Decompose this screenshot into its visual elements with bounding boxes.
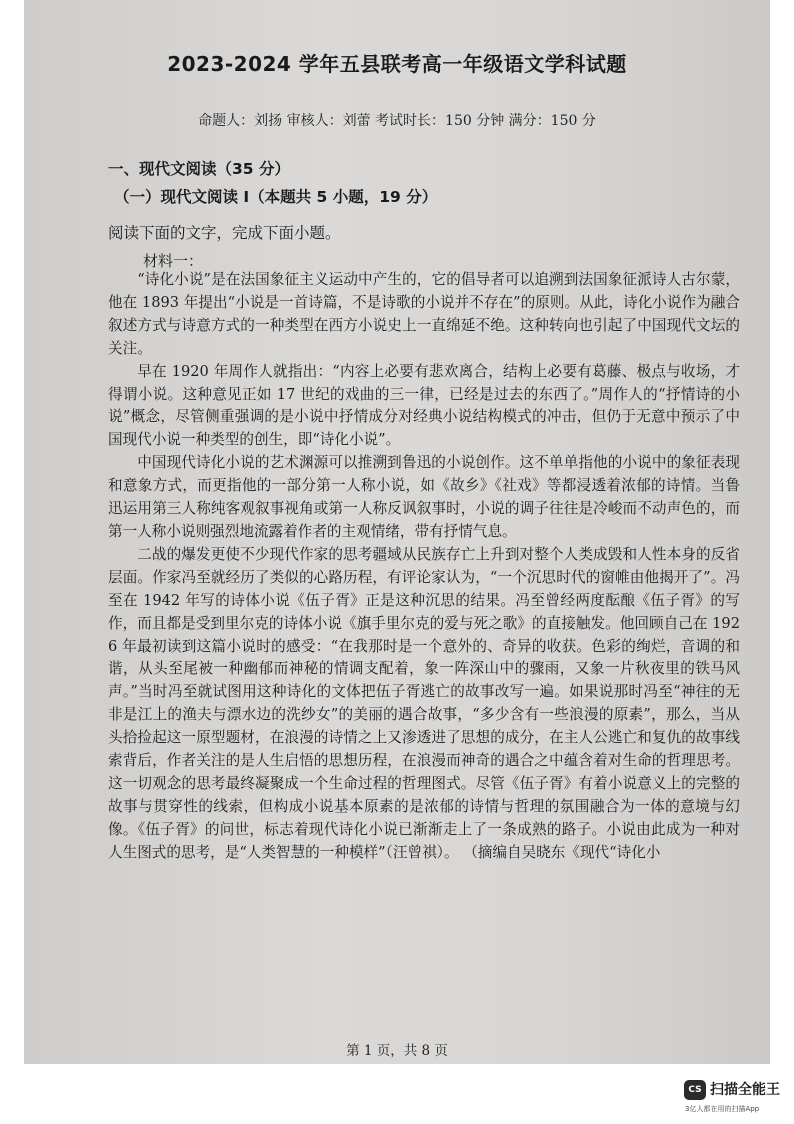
exam-meta-line: 命题人：刘扬 审核人：刘蕾 考试时长：150 分钟 满分：150 分	[198, 113, 596, 129]
passage-paragraph: 二战的爆发更使不少现代作家的思考疆域从民族存亡上升到对整个人类成毁和人性本身的反省层面。作家冯至就经历了类似的心路历程，有评论家认为，“一个沉思时代的窗帷由他揭开了”。冯至在 1942 年写的诗体小说《伍子胥》正是这种沉思的结果。冯至曾经两度酝酿《伍子胥》的写作，而且都是受到里尔克的诗体小说《旗手里尔克的爱与死之歌》的直接触发。他回顾自己在 1926 年最初读到这篇小说时的感受：“在我那时是一个意外的、奇异的收获。色彩的绚烂，音调的和谐，从头至尾被一种幽郁而神秘的情调支配着，象一阵深山中的骤雨，又象一片秋夜里的铁马风声。”当时冯至就试图用这种诗化的文体把伍子胥逃亡的故事改写一遍。如果说那时冯至“神往的无非是江上的渔夫与漂水边的洗纱女”的美丽的遇合故事，“多少含有一些浪漫的原素”，那么，当从头拾捡起这一原型题材，在浪漫的诗情之上又渗透进了思想的成分，在主人公逃亡和复仇的故事线索背后，作者关注的是人生启悟的思想历程，在浪漫而神奇的遇合之中蕴含着对生命的哲理思考。这一切观念的思考最终凝聚成一个生命过程的哲理图式。尽管《伍子胥》有着小说意义上的完整的故事与贯穿性的线索，但构成小说基本原素的是浓郁的诗情与哲理的氛围融合为一体的意境与幻像。《伍子胥》的问世，标志着现代诗化小说已渐渐走上了一条成熟的路子。小说由此成为一种对人生图式的思考，是“人类智慧的一种模样”（汪曾祺）。 （摘编自吴晓东《现代“诗化小	[108, 545, 740, 861]
watermark-app-name: 扫描全能王	[710, 1082, 780, 1098]
passage-paragraph: 中国现代诗化小说的艺术渊源可以推溯到鲁迅的小说创作。这不单单指他的小说中的象征表现和意象方式，而更指他的一部分第一人称小说，如《故乡》《社戏》等都浸透着浓郁的诗情。当鲁迅运用第三人称纯客观叙事视角或第一人称反讽叙事时，小说的调子往往是冷峻而不动声色的，而第一人称小说则强烈地流露着作者的主观情绪，带有抒情气息。	[108, 454, 740, 540]
scanner-watermark	[684, 1078, 788, 1118]
material-label: 材料一：	[143, 252, 204, 270]
watermark-tagline: 3亿人都在用的扫描App	[685, 1105, 760, 1113]
subsection-heading: （一）现代文阅读 I（本题共 5 小题，19 分）	[114, 188, 438, 206]
section-heading: 一、现代文阅读（35 分）	[108, 160, 290, 178]
passage-body	[108, 269, 740, 865]
page-title: 2023-2024 学年五县联考高一年级语文学科试题	[167, 52, 627, 76]
passage-paragraph: 早在 1920 年周作人就指出：“内容上必要有悲欢离合，结构上必要有葛藤、极点与收场，才得谓小说。这种意见正如 17 世纪的戏曲的三一律，已经是过去的东西了。”周作人的“抒情诗的小说”概念，尽管侧重强调的是小说中抒情成分对经典小说结构模式的冲击，但仍于无意中预示了中国现代小说一种类型的创生，即“诗化小说”。	[108, 362, 740, 449]
page-number-footer: 第 1 页，共 8 页	[346, 1043, 448, 1059]
reading-instruction: 阅读下面的文字，完成下面小题。	[108, 224, 341, 242]
camscanner-logo-icon: CS	[684, 1080, 706, 1100]
passage-paragraph: “诗化小说”是在法国象征主义运动中产生的，它的倡导者可以追溯到法国象征派诗人古尔蒙，他在 1893 年提出“小说是一首诗篇，不是诗歌的小说并不存在”的原则。从此，诗化小说作为融合叙述方式与诗意方式的一种类型在西方小说史上一直绵延不绝。这种转向也引起了中国现代文坛的关注。	[108, 271, 740, 357]
